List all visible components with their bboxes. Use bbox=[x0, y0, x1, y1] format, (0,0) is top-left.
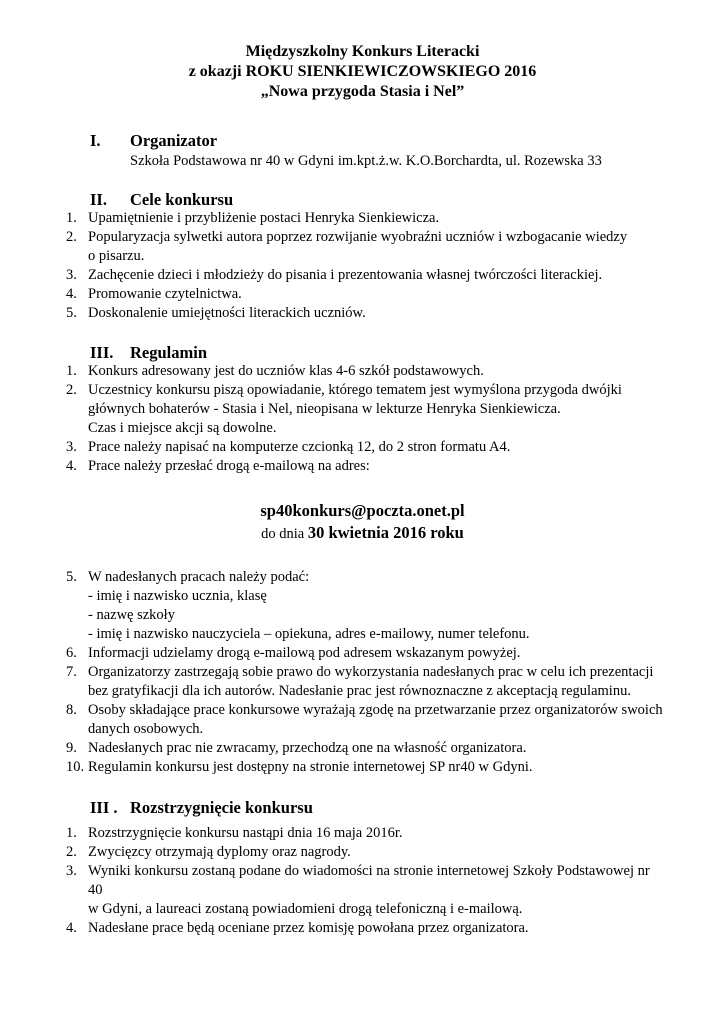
list-item-text: Regulamin konkursu jest dostępny na stronie internetowej SP nr40 w Gdyni. bbox=[88, 759, 533, 775]
list-item bbox=[66, 568, 666, 644]
list-item-number: 1. bbox=[66, 363, 77, 379]
organizer-text: Szkoła Podstawowa nr 40 w Gdyni im.kpt.ż.w. K.O.Borchardta, ul. Rozewska 33 bbox=[130, 153, 602, 169]
list-item bbox=[66, 701, 666, 739]
list-item-text: Uczestnicy konkursu piszą opowiadanie, którego tematem jest wymyślona przygoda dwójki bbox=[88, 382, 622, 398]
results-list bbox=[66, 824, 666, 938]
email-block bbox=[0, 500, 725, 545]
list-item bbox=[66, 644, 666, 663]
section-number: III. bbox=[90, 343, 114, 362]
list-item-number: 9. bbox=[66, 740, 77, 756]
list-item-number: 4. bbox=[66, 286, 77, 302]
list-item-number: 2. bbox=[66, 844, 77, 860]
list-item bbox=[66, 209, 666, 228]
goals-list bbox=[66, 209, 666, 323]
list-item-text: - imię i nazwisko ucznia, klasę bbox=[88, 588, 267, 604]
list-item-text: w Gdyni, a laureaci zostaną powiadomieni drogą telefoniczną i e-mailową. bbox=[88, 901, 523, 917]
list-item-number: 3. bbox=[66, 267, 77, 283]
list-item-number: 6. bbox=[66, 645, 77, 661]
list-item bbox=[66, 438, 666, 457]
list-item-number: 1. bbox=[66, 825, 77, 841]
list-item-number: 4. bbox=[66, 920, 77, 936]
list-item bbox=[66, 862, 666, 919]
list-item bbox=[66, 228, 666, 266]
list-item-number: 10. bbox=[66, 759, 85, 775]
list-item-number: 5. bbox=[66, 569, 77, 585]
list-item-number: 2. bbox=[66, 229, 77, 245]
list-item-text: Rozstrzygnięcie konkursu nastąpi dnia 16 maja 2016r. bbox=[88, 825, 403, 841]
deadline-date: 30 kwietnia 2016 roku bbox=[307, 523, 464, 542]
list-item-text: Zachęcenie dzieci i młodzieży do pisania i prezentowania własnej twórczości literackiej. bbox=[88, 267, 603, 283]
list-item-text: Nadesłanych prac nie zwracamy, przechodzą one na własność organizatora. bbox=[88, 740, 527, 756]
list-item bbox=[66, 663, 666, 701]
list-item-text: Prace należy przesłać drogą e-mailową na adres: bbox=[88, 458, 370, 474]
section-organizer-heading bbox=[90, 131, 217, 150]
list-item-text: - imię i nazwisko nauczyciela – opiekuna, adres e-mailowy, numer telefonu. bbox=[88, 626, 530, 642]
list-item-number: 7. bbox=[66, 664, 77, 680]
list-item-text: Upamiętnienie i przybliżenie postaci Henryka Sienkiewicza. bbox=[88, 210, 440, 226]
list-item bbox=[66, 304, 666, 323]
title-line-2: z okazji ROKU SIENKIEWICZOWSKIEGO 2016 bbox=[188, 63, 537, 80]
list-item-text: Zwycięzcy otrzymają dyplomy oraz nagrody. bbox=[88, 844, 351, 860]
list-item-text: Promowanie czytelnictwa. bbox=[88, 286, 242, 302]
list-item bbox=[66, 266, 666, 285]
section-goals-heading bbox=[90, 190, 233, 209]
list-item bbox=[66, 843, 666, 862]
list-item bbox=[66, 824, 666, 843]
title-line-3: „Nowa przygoda Stasia i Nel” bbox=[260, 83, 465, 100]
section-number: III . bbox=[90, 798, 118, 817]
document-title bbox=[0, 42, 725, 102]
section-rules-heading bbox=[90, 343, 207, 362]
list-item-number: 8. bbox=[66, 702, 77, 718]
list-item-text: Wyniki konkursu zostaną podane do wiadomości na stronie internetowej Szkoły Podstawowej nr 40 bbox=[88, 863, 650, 898]
section-number: II. bbox=[90, 190, 107, 209]
deadline-prefix: do dnia bbox=[261, 526, 305, 542]
list-item-number: 4. bbox=[66, 458, 77, 474]
section-title: Rozstrzygnięcie konkursu bbox=[130, 798, 313, 817]
contest-email: sp40konkurs@poczta.onet.pl bbox=[260, 501, 465, 520]
list-item-text: o pisarzu. bbox=[88, 248, 145, 264]
list-item-text: Czas i miejsce akcji są dowolne. bbox=[88, 420, 277, 436]
list-item-text: Organizatorzy zastrzegają sobie prawo do wykorzystania nadesłanych prac w celu ich prezentacji bbox=[88, 664, 654, 680]
list-item-number: 2. bbox=[66, 382, 77, 398]
list-item-text: Nadesłane prace będą oceniane przez komisję powołana przez organizatora. bbox=[88, 920, 529, 936]
section-title: Cele konkursu bbox=[130, 190, 234, 209]
list-item-number: 3. bbox=[66, 863, 77, 879]
list-item bbox=[66, 457, 666, 476]
list-item-number: 5. bbox=[66, 305, 77, 321]
list-item-text: Popularyzacja sylwetki autora poprzez rozwijanie wyobraźni uczniów i wzbogacanie wiedzy bbox=[88, 229, 628, 245]
list-item-text: Doskonalenie umiejętności literackich uczniów. bbox=[88, 305, 366, 321]
list-item-text: Osoby składające prace konkursowe wyrażają zgodę na przetwarzanie przez organizatorów swoich bbox=[88, 702, 663, 718]
section-number: I. bbox=[90, 131, 101, 150]
list-item-text: głównych bohaterów - Stasia i Nel, nieopisana w lekturze Henryka Sienkiewicza. bbox=[88, 401, 561, 417]
list-item-text: Prace należy napisać na komputerze czcionką 12, do 2 stron formatu A4. bbox=[88, 439, 511, 455]
list-item-text: Konkurs adresowany jest do uczniów klas 4-6 szkół podstawowych. bbox=[88, 363, 484, 379]
list-item-text: danych osobowych. bbox=[88, 721, 204, 737]
rules-list-b bbox=[66, 568, 666, 777]
list-item-text: Informacji udzielamy drogą e-mailową pod adresem wskazanym powyżej. bbox=[88, 645, 521, 661]
list-item bbox=[66, 739, 666, 758]
list-item bbox=[66, 381, 666, 438]
list-item-number: 3. bbox=[66, 439, 77, 455]
section-title: Regulamin bbox=[130, 343, 208, 362]
title-line-1: Międzyszkolny Konkurs Literacki bbox=[245, 43, 480, 60]
list-item bbox=[66, 758, 666, 777]
list-item bbox=[66, 362, 666, 381]
section-title: Organizator bbox=[130, 131, 218, 150]
list-item bbox=[66, 285, 666, 304]
deadline bbox=[0, 522, 725, 545]
section-results-heading bbox=[90, 798, 313, 817]
list-item-text: - nazwę szkoły bbox=[88, 607, 175, 623]
rules-list-a bbox=[66, 362, 666, 476]
list-item-number: 1. bbox=[66, 210, 77, 226]
list-item bbox=[66, 919, 666, 938]
list-item-text: bez gratyfikacji dla ich autorów. Nadesłanie prac jest równoznaczne z akceptacją regulaminu. bbox=[88, 683, 631, 699]
list-item-text: W nadesłanych pracach należy podać: bbox=[88, 569, 310, 585]
